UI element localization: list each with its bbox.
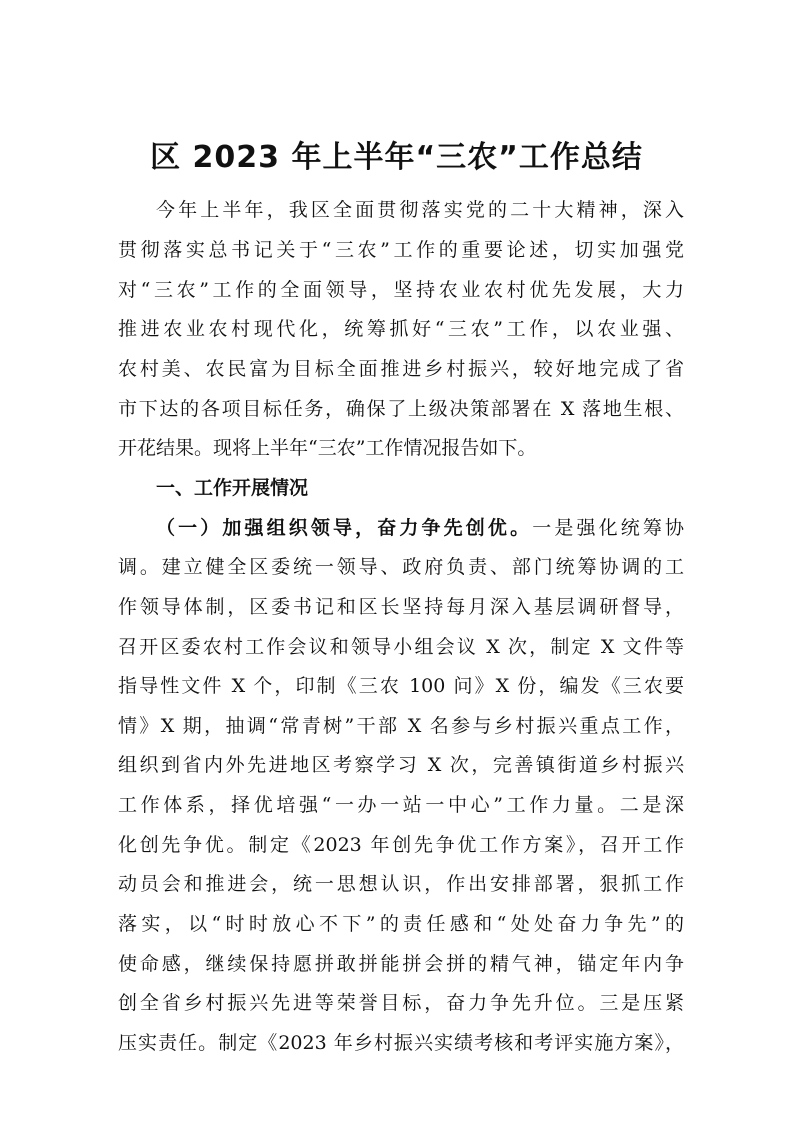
body-line-4: 指导性文件 X 个，印制《三农 100 问》X 份，编发《三农要 [118, 675, 684, 697]
body-line-10: 落实，以“时时放心不下”的责任感和“处处奋力争先”的 [118, 913, 684, 935]
body-line-9: 动员会和推进会，统一思想认识，作出安排部署，狠抓工作 [118, 873, 684, 895]
subsection-first-line-text: 一是强化统筹协 [532, 517, 684, 539]
body-line-5: 情》X 期，抽调“常青树”干部 X 名参与乡村振兴重点工作， [118, 715, 684, 737]
body-line-6: 组织到省内外先进地区考察学习 X 次，完善镇街道乡村振兴 [118, 754, 684, 776]
section-heading: 一、工作开展情况 [156, 477, 309, 499]
subsection-first-line [156, 508, 684, 548]
intro-line-6: 市下达的各项目标任务，确保了上级决策部署在 X 落地生根、 [118, 398, 684, 420]
body-line-1: 调。建立健全区委统一领导、政府负责、部门统筹协调的工 [118, 556, 684, 578]
body-line-13: 压实责任。制定《2023 年乡村振兴实绩考核和考评实施方案》， [118, 1032, 684, 1054]
body-line-2: 作领导体制，区委书记和区长坚持每月深入基层调研督导， [118, 596, 684, 618]
body-line-11: 使命感，继续保持愿拼敢拼能拼会拼的精气神，锚定年内争 [118, 953, 684, 975]
body-line-3: 召开区委农村工作会议和领导小组会议 X 次，制定 X 文件等 [118, 636, 684, 658]
intro-line-4: 推进农业农村现代化，统筹抓好“三农”工作，以农业强、 [118, 318, 684, 340]
intro-line-7: 开花结果。现将上半年“三农”工作情况报告如下。 [118, 437, 537, 459]
intro-line-3: 对“三农”工作的全面领导，坚持农业农村优先发展，大力 [118, 279, 684, 301]
body-line-7: 工作体系，择优培强“一办一站一中心”工作力量。二是深 [118, 794, 684, 816]
intro-line-2: 贯彻落实总书记关于“三农”工作的重要论述，切实加强党 [118, 239, 684, 261]
subsection-heading: （一）加强组织领导，奋力争先创优。 [156, 517, 533, 539]
body-line-8: 化创先争优。制定《2023 年创先争优工作方案》，召开工作 [118, 834, 684, 856]
intro-line-5: 农村美、农民富为目标全面推进乡村振兴，较好地完成了省 [118, 358, 684, 380]
intro-line-1: 今年上半年，我区全面贯彻落实党的二十大精神，深入 [156, 199, 684, 221]
document-title: 区 2023 年上半年“三农”工作总结 [150, 140, 643, 175]
body-line-12: 创全省乡村振兴先进等荣誉目标，奋力争先升位。三是压紧 [118, 992, 684, 1014]
